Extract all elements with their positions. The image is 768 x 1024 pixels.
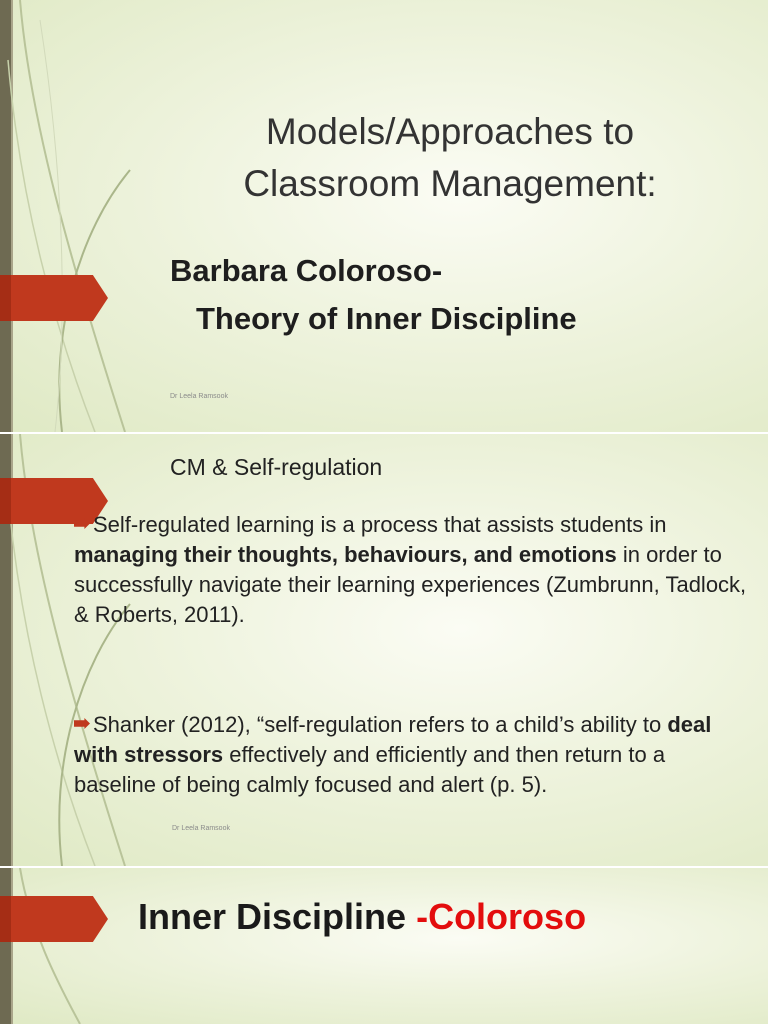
left-sidebar-bar: [0, 868, 11, 1024]
bullet-arrow-icon: [74, 518, 90, 529]
author-note: Dr Leela Ramsook: [170, 393, 228, 400]
red-arrow-tab: [0, 896, 108, 942]
slide-heading: Inner Discipline -Coloroso: [138, 896, 587, 937]
slide-title-line-2: Classroom Management:: [243, 163, 657, 204]
decorative-swirl: [0, 868, 170, 1024]
slide-inner-discipline: [0, 868, 768, 1024]
subtitle-line-2: Theory of Inner Discipline: [196, 301, 577, 336]
bullet-shanker-quote: Shanker (2012), “self-regulation refers to a child’s ability to deal with stressors effectively and efficiently and then return to a baseline of being calmly focused and alert (p. 5).: [74, 712, 712, 797]
slide-title-line-1: Models/Approaches to: [265, 111, 635, 152]
author-note: Dr Leela Ramsook: [172, 825, 230, 832]
slide-title: [0, 0, 768, 432]
subtitle-line-1: Barbara Coloroso-: [170, 253, 443, 288]
decorative-swirl: [0, 0, 170, 432]
bullet-arrow-icon: [74, 718, 90, 729]
red-arrow-tab: [0, 275, 108, 321]
section-heading: CM & Self-regulation: [170, 454, 383, 480]
left-sidebar-bar: [0, 0, 11, 432]
bullet-self-regulated-learning: Self-regulated learning is a process that assists students in managing their thoughts, behaviours, and emotions in order to successfully navigate their learning experiences (Zumbrunn, Tadlock, & Roberts, 2011).: [74, 512, 747, 627]
slide-self-regulation: [0, 434, 768, 866]
